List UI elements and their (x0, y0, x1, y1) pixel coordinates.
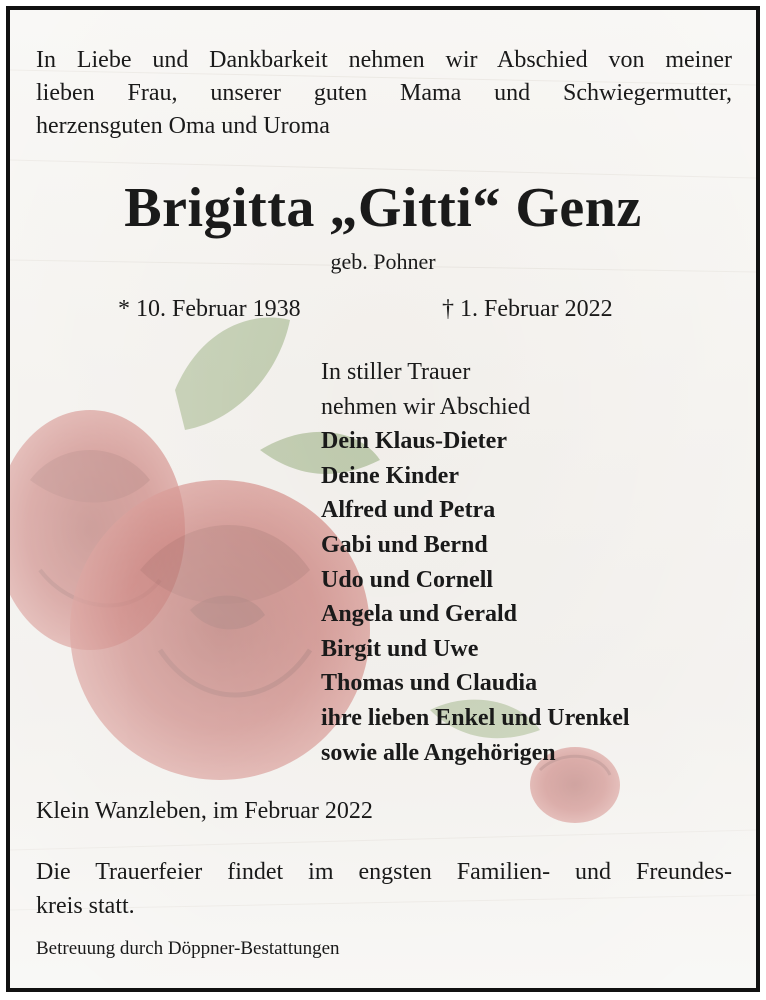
ceremony-line: Die Trauerfeier findet im engsten Familien- und Freundes- (36, 859, 732, 885)
ceremony-line: kreis statt. (36, 893, 135, 919)
mourner-line: Udo und Cornell (321, 566, 494, 593)
ceremony-text (36, 855, 732, 923)
birth-date: * 10. Februar 1938 (118, 296, 301, 322)
intro-line: lieben Frau, unserer guten Mama und Schwiegermutter, (36, 80, 732, 106)
intro-line: In Liebe und Dankbarkeit nehmen wir Abschied von meiner (36, 47, 732, 73)
undertaker-credit: Betreuung durch Döppner-Bestattungen (36, 938, 340, 959)
mourner-line: Deine Kinder (321, 462, 459, 489)
mourner-line: Gabi und Bernd (321, 531, 488, 558)
mourner-line: Thomas und Claudia (321, 670, 538, 697)
mourners-list (321, 355, 630, 770)
mourner-line: In stiller Trauer (321, 359, 471, 385)
obituary-notice (6, 6, 760, 992)
mourner-line: Birgit und Uwe (321, 635, 479, 662)
intro-line: herzensguten Oma und Uroma (36, 113, 330, 139)
mourner-line: Dein Klaus-Dieter (321, 428, 507, 455)
place-and-date: Klein Wanzleben, im Februar 2022 (36, 798, 373, 824)
deceased-name: Brigitta „Gitti“ Genz (124, 177, 642, 239)
intro-text (36, 44, 732, 143)
mourner-line: ihre lieben Enkel und Urenkel (321, 704, 630, 731)
mourner-line: Alfred und Petra (321, 497, 496, 524)
mourner-line: Angela und Gerald (321, 601, 518, 628)
birth-name: geb. Pohner (330, 249, 436, 274)
death-date: † 1. Februar 2022 (442, 296, 613, 322)
mourner-line: nehmen wir Abschied (321, 393, 531, 420)
mourner-line: sowie alle Angehörigen (321, 739, 556, 766)
